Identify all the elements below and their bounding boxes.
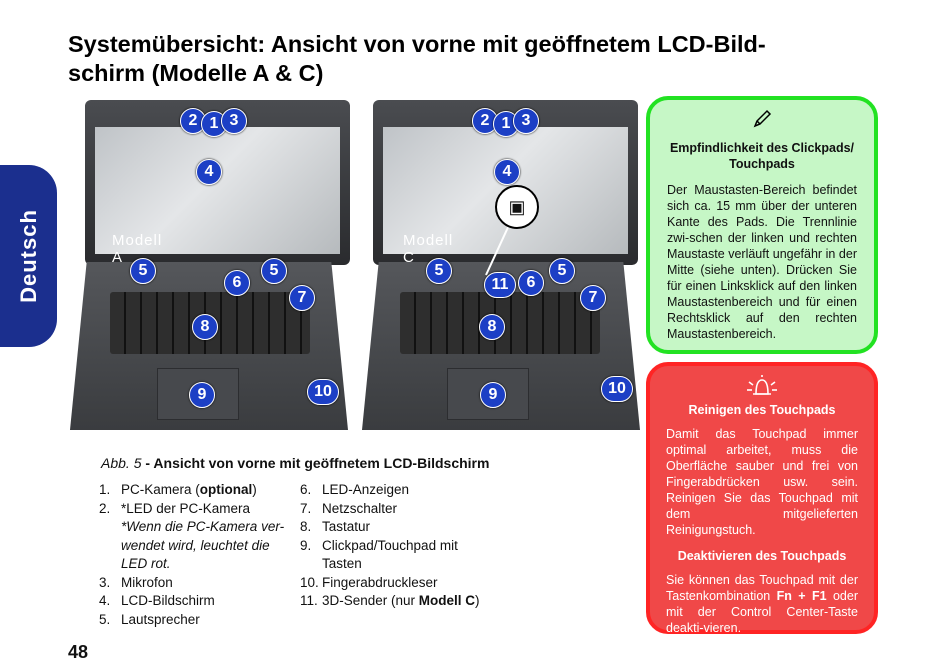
marker-5-a-right: 5 — [261, 258, 287, 284]
cleaning-title: Reinigen des Touchpads — [688, 403, 836, 417]
language-tab-label: Deutsch — [15, 209, 41, 303]
list-item: 8. Tastatur — [300, 519, 371, 534]
list-item: 3. Mikrofon — [99, 574, 173, 590]
marker-7-c: 7 — [580, 285, 606, 311]
marker-1-c: 1 — [493, 111, 519, 137]
caption-text: - Ansicht von vorne mit geöffnetem LCD-Bildschirm — [141, 455, 490, 471]
marker-10-a: 10 — [307, 379, 339, 405]
marker-4-a: 4 — [196, 159, 222, 185]
marker-8-a: 8 — [192, 314, 218, 340]
list-note: *Wenn die PC-Kamera ver-wendet wird, leuchtet die LED rot. — [121, 519, 285, 571]
cleaning-text: Damit das Touchpad immer optimal arbeitet, muss die Oberfläche sauber und frei von Fingerabdrücken usw. sein. Reinigen Sie das Touchpad mit dem mitgelieferten Reinigungstuch. — [666, 427, 858, 537]
3d-emitter-icon: ▣ — [495, 185, 539, 229]
marker-5-a-left: 5 — [130, 258, 156, 284]
model-c-label: Modell C — [403, 232, 454, 266]
list-item: 1. PC-Kamera (optional) — [99, 482, 257, 497]
list-item: 6. LED-Anzeigen — [300, 482, 410, 497]
list-item: 9. Clickpad/Touchpad mit Tasten — [300, 537, 458, 571]
marker-6-a: 6 — [224, 270, 250, 296]
pen-icon — [667, 108, 857, 130]
marker-2-a: 2 — [180, 108, 206, 134]
language-tab — [0, 165, 57, 347]
page-title: Systemübersicht: Ansicht von vorne mit geöffnetem LCD-Bild-schirm (Modelle A & C) — [68, 31, 766, 86]
figure-caption — [101, 455, 489, 471]
marker-5-c-left: 5 — [426, 258, 452, 284]
list-item: 5. Lautsprecher — [99, 611, 200, 627]
model-a-label: Modell A — [112, 232, 163, 266]
list-item: 7. Netzschalter — [300, 500, 398, 516]
clickpad-sensitivity-title: Empfindlichkeit des Clickpads/ Touchpads — [669, 141, 855, 171]
marker-1-a: 1 — [201, 111, 227, 137]
marker-5-c-right: 5 — [549, 258, 575, 284]
touchpad-warning-box — [646, 362, 878, 634]
marker-11-c: 11 — [484, 272, 516, 298]
marker-3-c: 3 — [513, 108, 539, 134]
marker-9-a: 9 — [189, 382, 215, 408]
legend-list-right — [300, 481, 500, 611]
marker-8-c: 8 — [479, 314, 505, 340]
list-item: 4. LCD-Bildschirm — [99, 593, 215, 608]
deactivate-title: Deaktivieren des Touchpads — [677, 549, 847, 563]
marker-10-c: 10 — [601, 376, 633, 402]
list-item: 10. Fingerabdruckleser — [300, 574, 438, 590]
marker-2-c: 2 — [472, 108, 498, 134]
marker-7-a: 7 — [289, 285, 315, 311]
caption-prefix: Abb. 5 — [101, 455, 142, 471]
clickpad-sensitivity-text: Der Maustasten-Bereich befindet sich ca. 15 mm über der unteren Kante des Pads. Die Trennlinie zwi-schen der linken und rechten Maustaste verläuft ungefähr in der Mitte (siehe unten). Drücken Sie für einen Linksklick auf den linken Maustastenbereich und für einen Rechtsklick auf den rechten Maustastenbereich. — [667, 183, 857, 341]
list-item: 2. *LED der PC-Kamera — [99, 500, 251, 516]
marker-6-c: 6 — [518, 270, 544, 296]
list-item: 11. 3D-Sender (nur Modell C) — [300, 593, 480, 608]
marker-4-c: 4 — [494, 159, 520, 185]
legend-list-left — [99, 481, 294, 629]
alarm-icon — [666, 374, 858, 396]
clickpad-sensitivity-box — [646, 96, 878, 354]
marker-9-c: 9 — [480, 382, 506, 408]
page-number: 48 — [68, 642, 89, 662]
deactivate-text: Sie können das Touchpad mit der Tastenkombination Fn + F1 oder mit der Control Center-Taste deakti-vieren. — [666, 573, 858, 635]
marker-3-a: 3 — [221, 108, 247, 134]
